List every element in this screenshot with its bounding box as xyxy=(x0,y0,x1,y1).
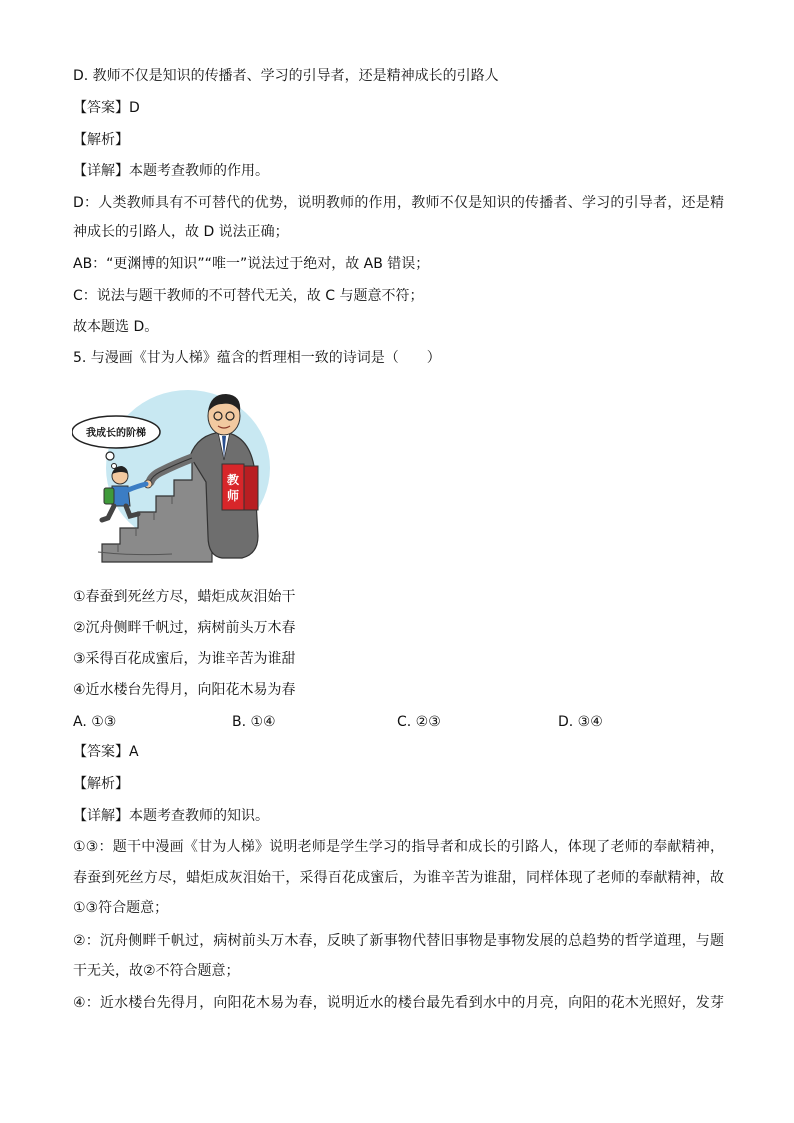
question5-item-4: ④近水楼台先得月，向阳花木易为春 xyxy=(73,682,296,698)
question5-stem: 5. 与漫画《甘为人梯》蕴含的哲理相一致的诗词是（ ） xyxy=(73,350,441,366)
cartoon-teacher-as-ladder xyxy=(72,386,272,566)
question5-answer: 【答案】A xyxy=(73,744,139,760)
question5-para1-line2: 春蚕到死丝方尽，蜡炬成灰泪始干，采得百花成蜜后，为谁辛苦为谁甜，同样体现了老师的奉献精神，故 xyxy=(73,870,724,886)
question5-para2-line1: ②：沉舟侧畔千帆过，病树前头万木春，反映了新事物代替旧事物是事物发展的总趋势的哲学道理，与题 xyxy=(73,933,724,949)
prev-d-explanation-line2: 神成长的引路人，故 D 说法正确； xyxy=(73,224,289,240)
book-label-2: 师 xyxy=(226,489,240,503)
question5-para2-line2: 干无关，故②不符合题意； xyxy=(73,963,240,979)
question5-analysis-label: 【解析】 xyxy=(73,776,129,792)
prev-c-explanation: C：说法与题干教师的不可替代无关，故 C 与题意不符； xyxy=(73,288,424,304)
question5-item-2: ②沉舟侧畔千帆过，病树前头万木春 xyxy=(73,620,296,636)
option-c: C. ②③ xyxy=(397,714,441,730)
thought-dot-large xyxy=(106,452,114,460)
teacher-book-side xyxy=(244,466,258,510)
thought-dot-small xyxy=(112,464,117,469)
question5-para1-line1: ①③：题干中漫画《甘为人梯》说明老师是学生学习的指导者和成长的引路人，体现了老师的奉献精神， xyxy=(73,839,724,855)
student-backpack xyxy=(104,488,114,504)
question5-para1-line3: ①③符合题意； xyxy=(73,900,169,916)
prev-conclusion: 故本题选 D。 xyxy=(73,319,159,335)
option-a: A. ①③ xyxy=(73,714,117,730)
speech-bubble-text: 我成长的阶梯 xyxy=(86,428,146,439)
question5-item-1: ①春蚕到死丝方尽，蜡炬成灰泪始干 xyxy=(73,589,296,605)
prev-ab-explanation: AB：“更渊博的知识”“唯一”说法过于绝对，故 AB 错误； xyxy=(73,256,430,272)
prev-d-explanation-line1: D：人类教师具有不可替代的优势，说明教师的作用，教师不仅是知识的传播者、学习的引导者，还是精 xyxy=(73,195,724,211)
book-label-1: 教 xyxy=(226,473,240,487)
question5-item-3: ③采得百花成蜜后，为谁辛苦为谁甜 xyxy=(73,651,296,667)
cartoon-illustration xyxy=(72,386,272,566)
prev-option-d: D. 教师不仅是知识的传播者、学习的引导者，还是精神成长的引路人 xyxy=(73,68,499,84)
question5-para3-line1: ④：近水楼台先得月，向阳花木易为春，说明近水的楼台最先看到水中的月亮，向阳的花木光照好，发芽 xyxy=(73,995,724,1011)
option-d: D. ③④ xyxy=(558,714,603,730)
option-b: B. ①④ xyxy=(232,714,276,730)
prev-detail: 【详解】本题考查教师的作用。 xyxy=(73,163,269,179)
teacher-book xyxy=(222,464,244,510)
prev-answer: 【答案】D xyxy=(73,100,140,116)
question5-detail: 【详解】本题考查教师的知识。 xyxy=(73,808,269,824)
question5-options xyxy=(73,712,693,732)
prev-analysis-label: 【解析】 xyxy=(73,132,129,148)
